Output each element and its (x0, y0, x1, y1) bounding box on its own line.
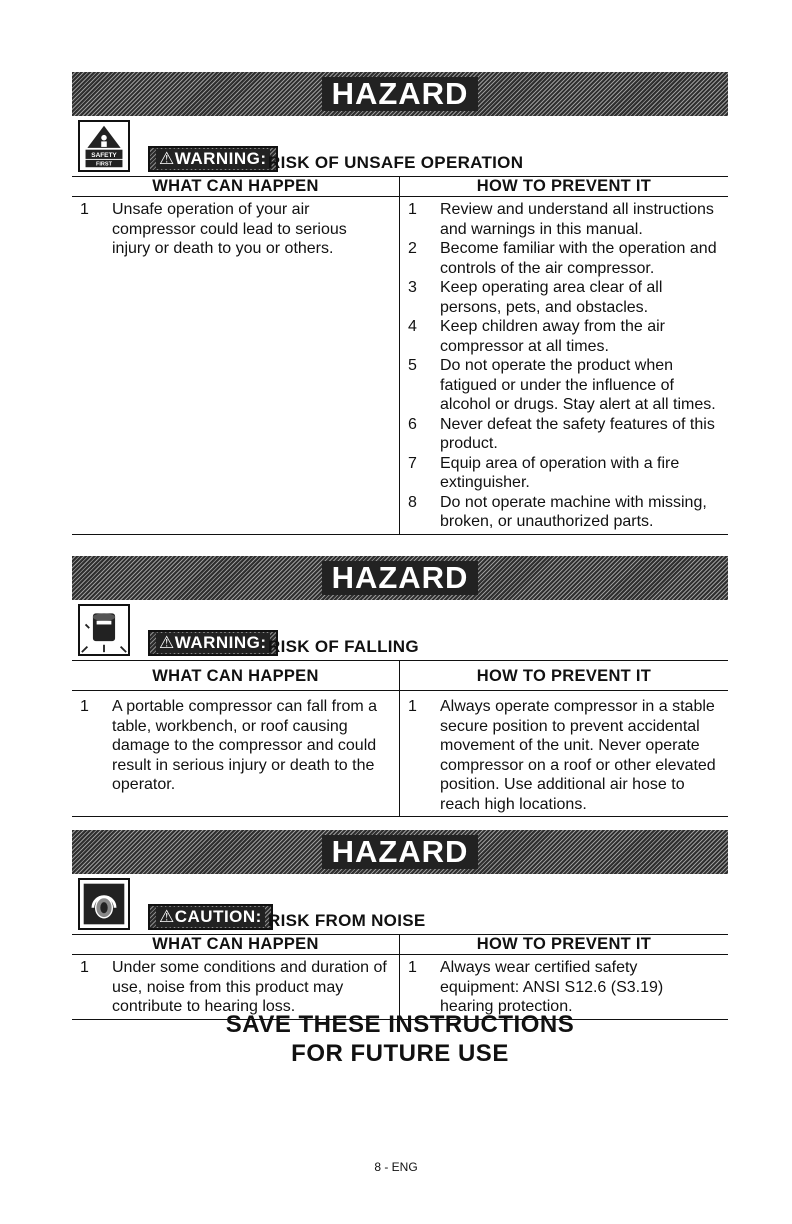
hazard-band (72, 830, 728, 874)
what-can-happen-column (72, 935, 400, 1019)
safety-first-icon (78, 120, 130, 172)
save-instructions-heading (72, 1010, 728, 1068)
how-to-prevent-list (400, 691, 728, 816)
risk-title-row (72, 600, 728, 661)
list-item: 1 Always wear certified safety equipment: ANSI S12.6 (S3.19) hearing protection. (408, 959, 664, 1015)
what-can-happen-list (72, 197, 399, 261)
list-item: 7 Equip area of operation with a fire extinguisher. (408, 454, 680, 491)
list-item: 8 Do not operate machine with missing, broken, or unauthorized parts. (408, 493, 707, 530)
svg-text:SAFETY: SAFETY (91, 152, 117, 160)
how-to-prevent-column (400, 177, 728, 534)
hazard-table (72, 935, 728, 1020)
list-item: 1 Review and understand all instructions and warnings in this manual. (408, 201, 714, 238)
how-to-prevent-list (400, 955, 728, 1019)
list-item: 5 Do not operate the product when fatigued or under the influence of alcohol or drugs. Stay alert at all times. (408, 357, 716, 413)
hazard-label: HAZARD (322, 835, 479, 869)
list-item: 1 Always operate compressor in a stable secure position to prevent accidental movement of the unit. Never operate compressor on a roof or other elevated position. Use additional air hose to reach high locations. (408, 698, 716, 813)
how-to-prevent-list (400, 197, 728, 534)
list-item: 6 Never defeat the safety features of this product. (408, 415, 715, 452)
what-can-happen-header: WHAT CAN HAPPEN (72, 661, 399, 691)
save-line-1: SAVE THESE INSTRUCTIONS (225, 1011, 575, 1038)
list-item: 1 A portable compressor can fall from a table, workbench, or roof causing damage to the compressor and could result in serious injury or death to the operator. (80, 698, 378, 793)
risk-title: RISK FROM NOISE (268, 911, 426, 930)
what-can-happen-list (72, 691, 399, 797)
save-line-2: FOR FUTURE USE (291, 1040, 509, 1067)
how-to-prevent-header: HOW TO PREVENT IT (400, 935, 728, 955)
risk-title: RISK OF UNSAFE OPERATION (268, 153, 524, 172)
risk-title: RISK OF FALLING (268, 637, 419, 656)
falling-object-icon (78, 604, 130, 656)
list-item: 3 Keep operating area clear of all persons, pets, and obstacles. (408, 279, 663, 316)
list-item: 2 Become familiar with the operation and controls of the air compressor. (408, 240, 717, 277)
hazard-label: HAZARD (322, 77, 479, 111)
what-can-happen-column (72, 661, 400, 816)
list-item: 1 Under some conditions and duration of use, noise from this product may contribute to hearing loss. (80, 959, 387, 1015)
how-to-prevent-column (400, 935, 728, 1019)
what-can-happen-header: WHAT CAN HAPPEN (72, 177, 399, 197)
hazard-section-noise (72, 830, 728, 1020)
warning-signal-word: ⚠WARNING: (148, 630, 278, 656)
risk-title-row (72, 874, 728, 935)
hazard-table (72, 661, 728, 817)
what-can-happen-header: WHAT CAN HAPPEN (72, 935, 399, 955)
how-to-prevent-header: HOW TO PREVENT IT (400, 177, 728, 197)
hearing-protection-icon (78, 878, 130, 930)
hazard-label: HAZARD (322, 561, 479, 595)
how-to-prevent-column (400, 661, 728, 816)
page-number: 8 - ENG (374, 1160, 418, 1174)
hazard-band (72, 556, 728, 600)
what-can-happen-list (72, 955, 399, 1019)
hazard-table (72, 177, 728, 535)
hazard-section-falling (72, 556, 728, 817)
hazard-band (72, 72, 728, 116)
hazard-section-unsafe-operation (72, 72, 728, 535)
risk-title-row (72, 116, 728, 177)
caution-signal-word: ⚠CAUTION: (148, 904, 273, 930)
list-item: 1 Unsafe operation of your air compressor could lead to serious injury or death to you or others. (80, 201, 347, 257)
what-can-happen-column (72, 177, 400, 534)
how-to-prevent-header: HOW TO PREVENT IT (400, 661, 728, 691)
list-item: 4 Keep children away from the air compressor at all times. (408, 318, 665, 355)
svg-text:FIRST: FIRST (96, 161, 112, 168)
warning-signal-word: ⚠WARNING: (148, 146, 278, 172)
